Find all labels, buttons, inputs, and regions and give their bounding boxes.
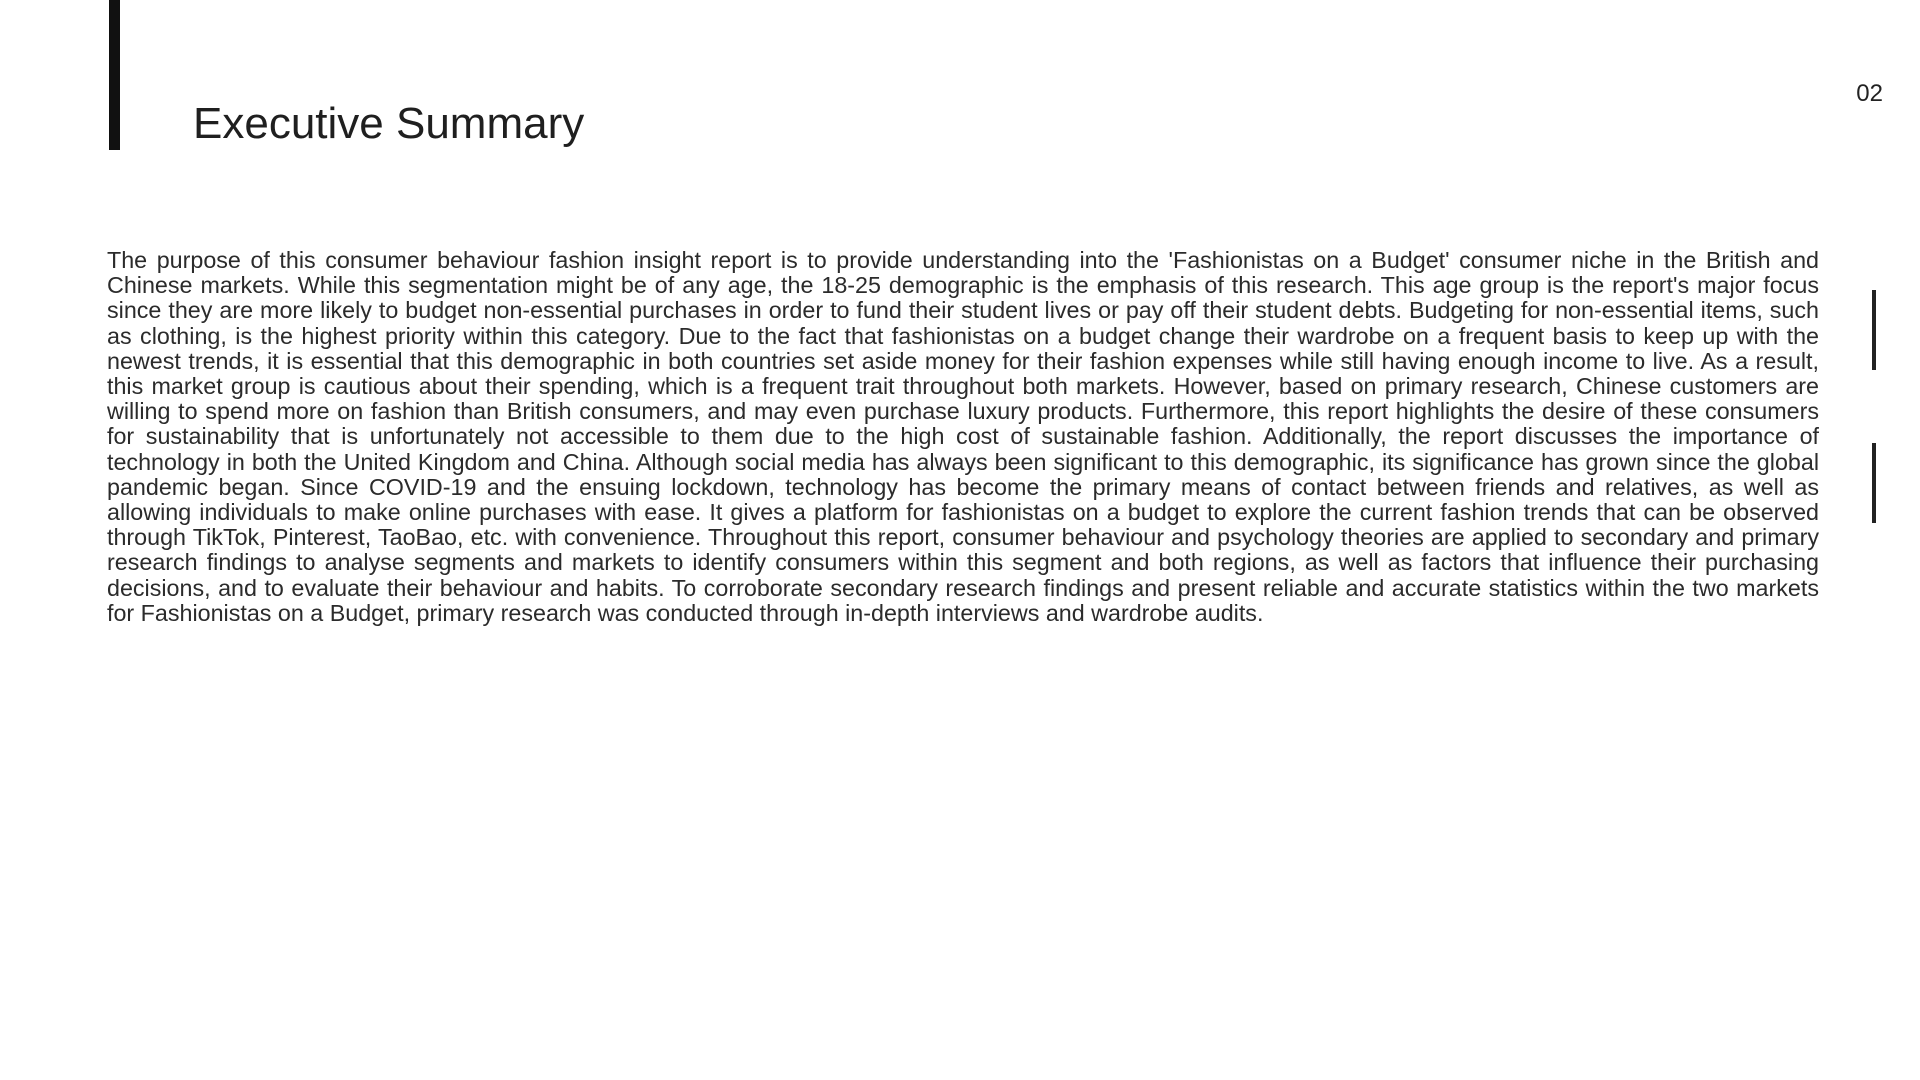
executive-summary-paragraph: The purpose of this consumer behaviour fashion insight report is to provide understanding into the 'Fashionistas on a Budget' consumer niche in the British and Chinese markets. While this segmentation might be of any age, the 18-25 demographic is the emphasis of this research. This age group is the report's major focus since they are more likely to budget non-essential purchases in order to fund their student lives or pay off their student debts. Budgeting for non-essential items, such as clothing, is the highest priority within this category. Due to the fact that fashionistas on a budget change their wardrobe on a frequent basis to keep up with the newest trends, it is essential that this demographic in both countries set aside money for their fashion expenses while still having enough income to live. As a result, this market group is cautious about their spending, which is a frequent trait throughout both markets. However, based on primary research, Chinese customers are willing to spend more on fashion than British consumers, and may even purchase luxury products. Furthermore, this report highlights the desire of these consumers for sustainability that is unfortunately not accessible to them due to the high cost of sustainable fashion. Additionally, the report discusses the importance of technology in both the United Kingdom and China. Although social media has always been significant to this demographic, its significance has grown since the global pandemic began. Since COVID-19 and the ensuing lockdown, technology has become the primary means of contact between friends and relatives, as well as allowing individuals to make online purchases with ease. It gives a platform for fashionistas on a budget to explore the current fashion trends that can be observed through TikTok, Pinterest, TaoBao, etc. with convenience. Throughout this report, consumer behaviour and psychology theories are applied to secondary and primary research findings to analyse segments and markets to identify consumers within this segment and both regions, as well as factors that influence their purchasing decisions, and to evaluate their behaviour and habits. To corroborate secondary research findings and present reliable and accurate statistics within the two markets for Fashionistas on a Budget, primary research was conducted through in-depth interviews and wardrobe audits. bbox=[107, 247, 1819, 626]
side-divider-mark-bottom bbox=[1872, 443, 1876, 523]
side-divider-mark-top bbox=[1872, 290, 1876, 370]
page-title: Executive Summary bbox=[193, 99, 585, 148]
page-number: 02 bbox=[1856, 80, 1883, 107]
title-accent-bar bbox=[109, 0, 120, 150]
